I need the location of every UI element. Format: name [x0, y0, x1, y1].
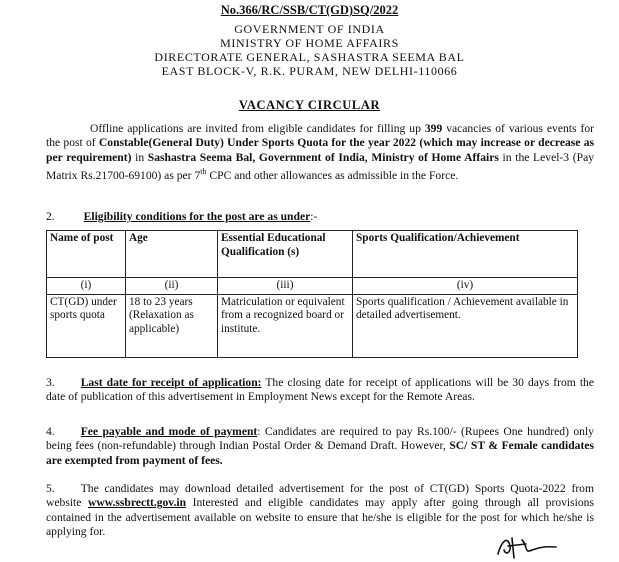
header-cell: Essential Educational Qualification (s): [218, 231, 353, 278]
p1-text-2: vacancies of various events for the post of: [46, 122, 594, 150]
table-cell: CT(GD) under sports quota: [47, 294, 126, 357]
header-cell: Sports Qualification/Achievement: [353, 231, 578, 278]
table-header-row: [47, 231, 578, 278]
table-numeral-row: [47, 278, 578, 295]
eligibility-table: [46, 230, 578, 358]
header-line-4: EAST BLOCK-V, R.K. PURAM, NEW DELHI-110066: [161, 64, 458, 78]
header-line-2: MINISTRY OF HOME AFFAIRS: [220, 36, 399, 50]
organisation: Sashastra Seema Bal, Government of India, Ministry of Home Affairs: [147, 150, 499, 164]
section-3-text: The closing date for receipt of applications will be 30 days from the date of publication of this advertisement in Employment News except for the Remote Areas.: [46, 376, 594, 404]
table-cell: Matriculation or equivalent from a recognized board or institute.: [218, 294, 353, 357]
reference-number: No.366/RC/SSB/CT(GD)SQ/2022: [220, 3, 399, 17]
section-4-text: : Candidates are required to pay Rs.100/- (Rupees One hundred) only being fees (non-refundable) through Indian Postal Order & Demand Draft. However,: [46, 425, 594, 453]
section-5-number: 5.: [46, 482, 55, 495]
numeral-cell: (ii): [126, 278, 218, 295]
fee-exemption: SC/ ST & Female candidates are exempted from payment of fees.: [46, 439, 594, 467]
numeral-cell: (iii): [218, 278, 353, 295]
header-line-3: DIRECTORATE GENERAL, SASHASTRA SEEMA BAL: [154, 50, 465, 64]
p1-text-5: CPC and other allowances as admissible in the Force.: [206, 168, 459, 182]
header-cell: Name of post: [47, 231, 126, 278]
paragraph-3: [46, 376, 594, 405]
section-5-text-2: Interested and eligible candidates may apply after going through all provisions contained in the advertisement available on website to ensure that he/she is eligible for the post for which he/she is applying for.: [46, 496, 594, 538]
section-5-text-1: The candidates may download detailed advertisement for the post of CT(GD) Sports Quota-2022 from website: [46, 482, 594, 510]
paragraph-4: [46, 425, 594, 468]
table-cell: Sports qualification / Achievement available in detailed advertisement.: [353, 294, 578, 357]
table-cell: 18 to 23 years (Relaxation as applicable): [126, 294, 218, 357]
section-4-title: Fee payable and mode of payment: [80, 425, 258, 438]
document-title: VACANCY CIRCULAR: [238, 98, 381, 112]
superscript: th: [200, 166, 207, 176]
p1-text-1: Offline applications are invited from eligible candidates for filling up: [90, 122, 425, 135]
section-4-number: 4.: [46, 425, 55, 438]
section-2-heading: [46, 210, 317, 223]
post-name: Constable(General Duty) Under Sports Quota for the year 2022 (which may increase or decrease as per requirement): [46, 136, 595, 164]
section-3-number: 3.: [46, 376, 55, 389]
vacancy-count: 399: [424, 122, 443, 135]
section-3-title: Last date for receipt of application:: [80, 376, 262, 389]
signature-icon: [492, 532, 562, 562]
numeral-cell: (iv): [353, 278, 578, 295]
section-2-number: 2.: [46, 210, 55, 223]
section-2-tail: :-: [310, 210, 318, 223]
table-row: [47, 294, 578, 357]
numeral-cell: (i): [47, 278, 126, 295]
p1-text-4: in the Level-3 (Pay Matrix Rs.21700-69100) as per 7: [46, 150, 595, 182]
paragraph-1: [46, 122, 594, 183]
p1-text-3: in: [131, 150, 148, 164]
paragraph-5: [46, 482, 594, 539]
section-2-title: Eligibility conditions for the post are as under: [83, 210, 311, 223]
website-link[interactable]: www.ssbrectt.gov.in: [88, 496, 187, 510]
header-cell: Age: [126, 231, 218, 278]
header-line-1: GOVERNMENT OF INDIA: [234, 22, 385, 36]
